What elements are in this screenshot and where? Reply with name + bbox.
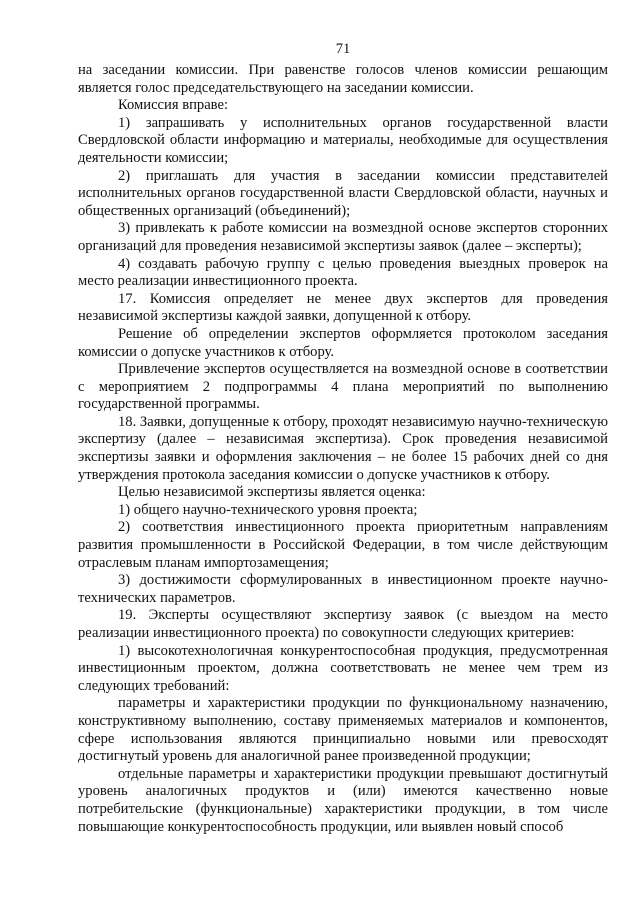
paragraph-requirement-parameters: параметры и характеристики продукции по функциональному назначению, конструктивному выполнению, составу применяемых материалов и компонентов, сфере использования являются принципиально новыми или превосходят достигнутый уровень для аналогичной ранее произведенной продукции;: [78, 695, 608, 765]
paragraph-purpose-1: 1) общего научно-технического уровня проекта;: [118, 501, 418, 518]
paragraph-expert-engagement: Привлечение экспертов осуществляется на возмездной основе в соответствии с мероприятием 2 подпрограммы 4 плана мероприятий по выполнению государственной программы.: [78, 361, 608, 413]
paragraph-right-3-experts: 3) привлекать к работе комиссии на возмездной основе экспертов сторонних организаций для проведения независимой экспертизы заявок (далее – эксперты);: [78, 220, 608, 254]
paragraph-section-18: 18. Заявки, допущенные к отбору, проходят независимую научно-техническую экспертизу (далее – независимая экспертиза). Срок проведения независимой экспертизы заявки и оформления заключения – не более 15 рабочих дней со дня утверждения протокола заседания комиссии о допуске участников к отбору.: [78, 413, 608, 483]
document-body: [78, 62, 608, 836]
paragraph-commission-vote: на заседании комиссии. При равенстве голосов членов комиссии решающим является голос председательствующего на заседании комиссии.: [78, 62, 608, 96]
paragraph-purpose-3: 3) достижимости сформулированных в инвестиционном проекте научно-технических параметров.: [78, 572, 608, 606]
paragraph-commission-rights-intro: Комиссия вправе:: [118, 97, 229, 114]
paragraph-expert-decision: Решение об определении экспертов оформляется протоколом заседания комиссии о допуске участников к отбору.: [78, 325, 608, 360]
paragraph-right-4-working-group: 4) создавать рабочую группу с целью проведения выездных проверок на место реализации инвестиционного проекта.: [78, 255, 608, 290]
paragraph-section-19: 19. Эксперты осуществляют экспертизу заявок (с выездом на место реализации инвестиционного проекта) по совокупности следующих критериев:: [78, 607, 608, 641]
paragraph-right-1-request: 1) запрашивать у исполнительных органов государственной власти Свердловской области информацию и материалы, необходимые для осуществления деятельности комиссии;: [78, 114, 608, 166]
paragraph-expertise-purpose: Целью независимой экспертизы является оценка:: [118, 484, 426, 501]
paragraph-purpose-2: 2) соответствия инвестиционного проекта приоритетным направлениям развития промышленности в Российской Федерации, в том числе действующим отраслевым планам импортозамещения;: [78, 519, 608, 571]
paragraph-requirement-characteristics: отдельные параметры и характеристики продукции превышают достигнутый уровень аналогичных продуктов и (или) имеются качественно новые потребительские (функциональные) характеристики продукции, в том числе повышающие конкурентоспособность продукции, или выявлен новый способ: [78, 765, 608, 835]
page-number: 71: [335, 41, 351, 57]
paragraph-right-2-invite: 2) приглашать для участия в заседании комиссии представителей исполнительных органов государственной власти Свердловской области, научных и общественных организаций (объединений);: [78, 167, 608, 219]
paragraph-criterion-1: 1) высокотехнологичная конкурентоспособная продукция, предусмотренная инвестиционным проектом, должна соответствовать не менее чем трем из следующих требований:: [78, 642, 608, 694]
paragraph-section-17: 17. Комиссия определяет не менее двух экспертов для проведения независимой экспертизы каждой заявки, допущенной к отбору.: [78, 290, 608, 325]
